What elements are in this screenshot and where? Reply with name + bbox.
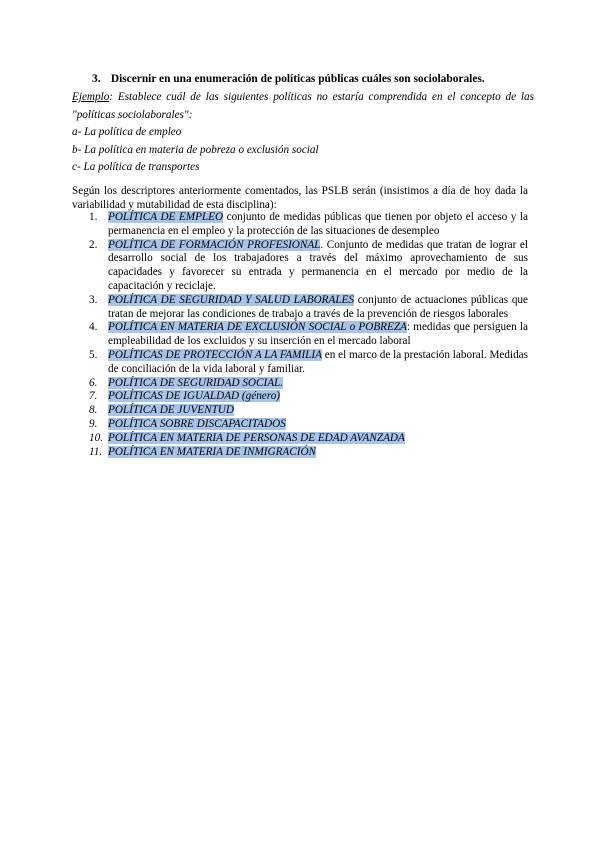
example-block (72, 89, 534, 177)
example-option: b- La política en materia de pobreza o exclusión social (72, 143, 319, 156)
section-heading (92, 72, 485, 86)
policy-title: POLÍTICA DE FORMACIÓN PROFESIONAL (108, 238, 321, 251)
section-number: 3. (92, 73, 101, 85)
policy-title: POLÍTICA EN MATERIA DE PERSONAS DE EDAD AVANZADA (108, 431, 405, 444)
policy-title: POLÍTICA EN MATERIA DE EXCLUSIÓN SOCIAL o POBREZA (108, 321, 407, 334)
example-label: Ejemplo (72, 91, 110, 103)
policy-title: POLÍTICAS DE PROTECCIÓN A LA FAMILIA (108, 348, 322, 361)
list-item (72, 446, 528, 460)
policy-description: . Conjunto de medidas que tratan de lograr el desarrollo social de los trabajadores a través del máximo aprovechamiento de sus capacidades y favorecer su entrada y permanencia en el mercado por medio de la capacitación y reciclaje. (108, 238, 528, 292)
section-title: Discernir en una enumeración de políticas públicas cuáles son sociolaborales. (110, 73, 485, 85)
list-item (72, 418, 528, 432)
list-item (72, 432, 528, 446)
policy-title: POLÍTICA DE EMPLEO (108, 211, 224, 223)
policy-description: en el marco de la prestación laboral. Medidas de conciliación de la vida laboral y familiar. (108, 348, 528, 375)
policy-title: POLÍTICA DE JUVENTUD (108, 404, 234, 417)
list-item-number: 2. (89, 238, 98, 251)
list-item-number: 3. (89, 293, 98, 306)
list-item-number: 11. (89, 445, 103, 458)
policy-title: POLÍTICA DE SEGURIDAD Y SALUD LABORALES (108, 293, 354, 306)
list-item (72, 294, 528, 322)
list-item (72, 321, 528, 349)
intro-paragraph: Según los descriptores anteriormente comentados, las PSLB serán (insistimos a día de hoy dada la variabilidad y mutabilidad de esta disciplina): (72, 185, 528, 211)
list-item (72, 377, 528, 391)
list-item (72, 239, 528, 294)
list-item-number: 1. (89, 211, 98, 223)
example-question (72, 89, 534, 124)
policy-description: : medidas que persiguen la empleabilidad de los excluidos y su inserción en el mercado laboral (108, 321, 528, 348)
list-item (72, 390, 528, 404)
policy-description: conjunto de actuaciones públicas que tratan de mejorar las condiciones de trabajo a través de la prevención de riesgos laborales (108, 293, 528, 320)
list-item-number: 4. (89, 321, 98, 334)
example-question-text: : Establece cuál de las siguientes políticas no estaría comprendida en el concepto de las "políticas sociolaborales": (72, 91, 534, 121)
policy-title: POLÍTICAS DE IGUALDAD (género) (108, 390, 281, 403)
policy-list (72, 211, 528, 459)
policy-description: conjunto de medidas públicas que tienen por objeto el acceso y la permanencia en el empleo y la protección de las situaciones de desempleo (108, 211, 528, 237)
list-item-number: 7. (89, 390, 98, 403)
example-option: c- La política de transportes (72, 161, 200, 173)
list-item-number: 8. (89, 404, 98, 417)
list-item (72, 349, 528, 377)
policy-title: POLÍTICA EN MATERIA DE INMIGRACIÓN (108, 445, 316, 458)
list-item-number: 10. (89, 431, 103, 444)
list-item-number: 9. (89, 417, 98, 430)
list-item (72, 211, 528, 239)
policy-title: POLÍTICA DE SEGURIDAD SOCIAL. (108, 376, 284, 389)
list-item-number: 5. (89, 348, 98, 361)
list-item-number: 6. (89, 376, 98, 389)
list-item (72, 404, 528, 418)
example-option: a- La política de empleo (72, 126, 182, 138)
policy-title: POLÍTICA SOBRE DISCAPACITADOS (108, 417, 286, 430)
